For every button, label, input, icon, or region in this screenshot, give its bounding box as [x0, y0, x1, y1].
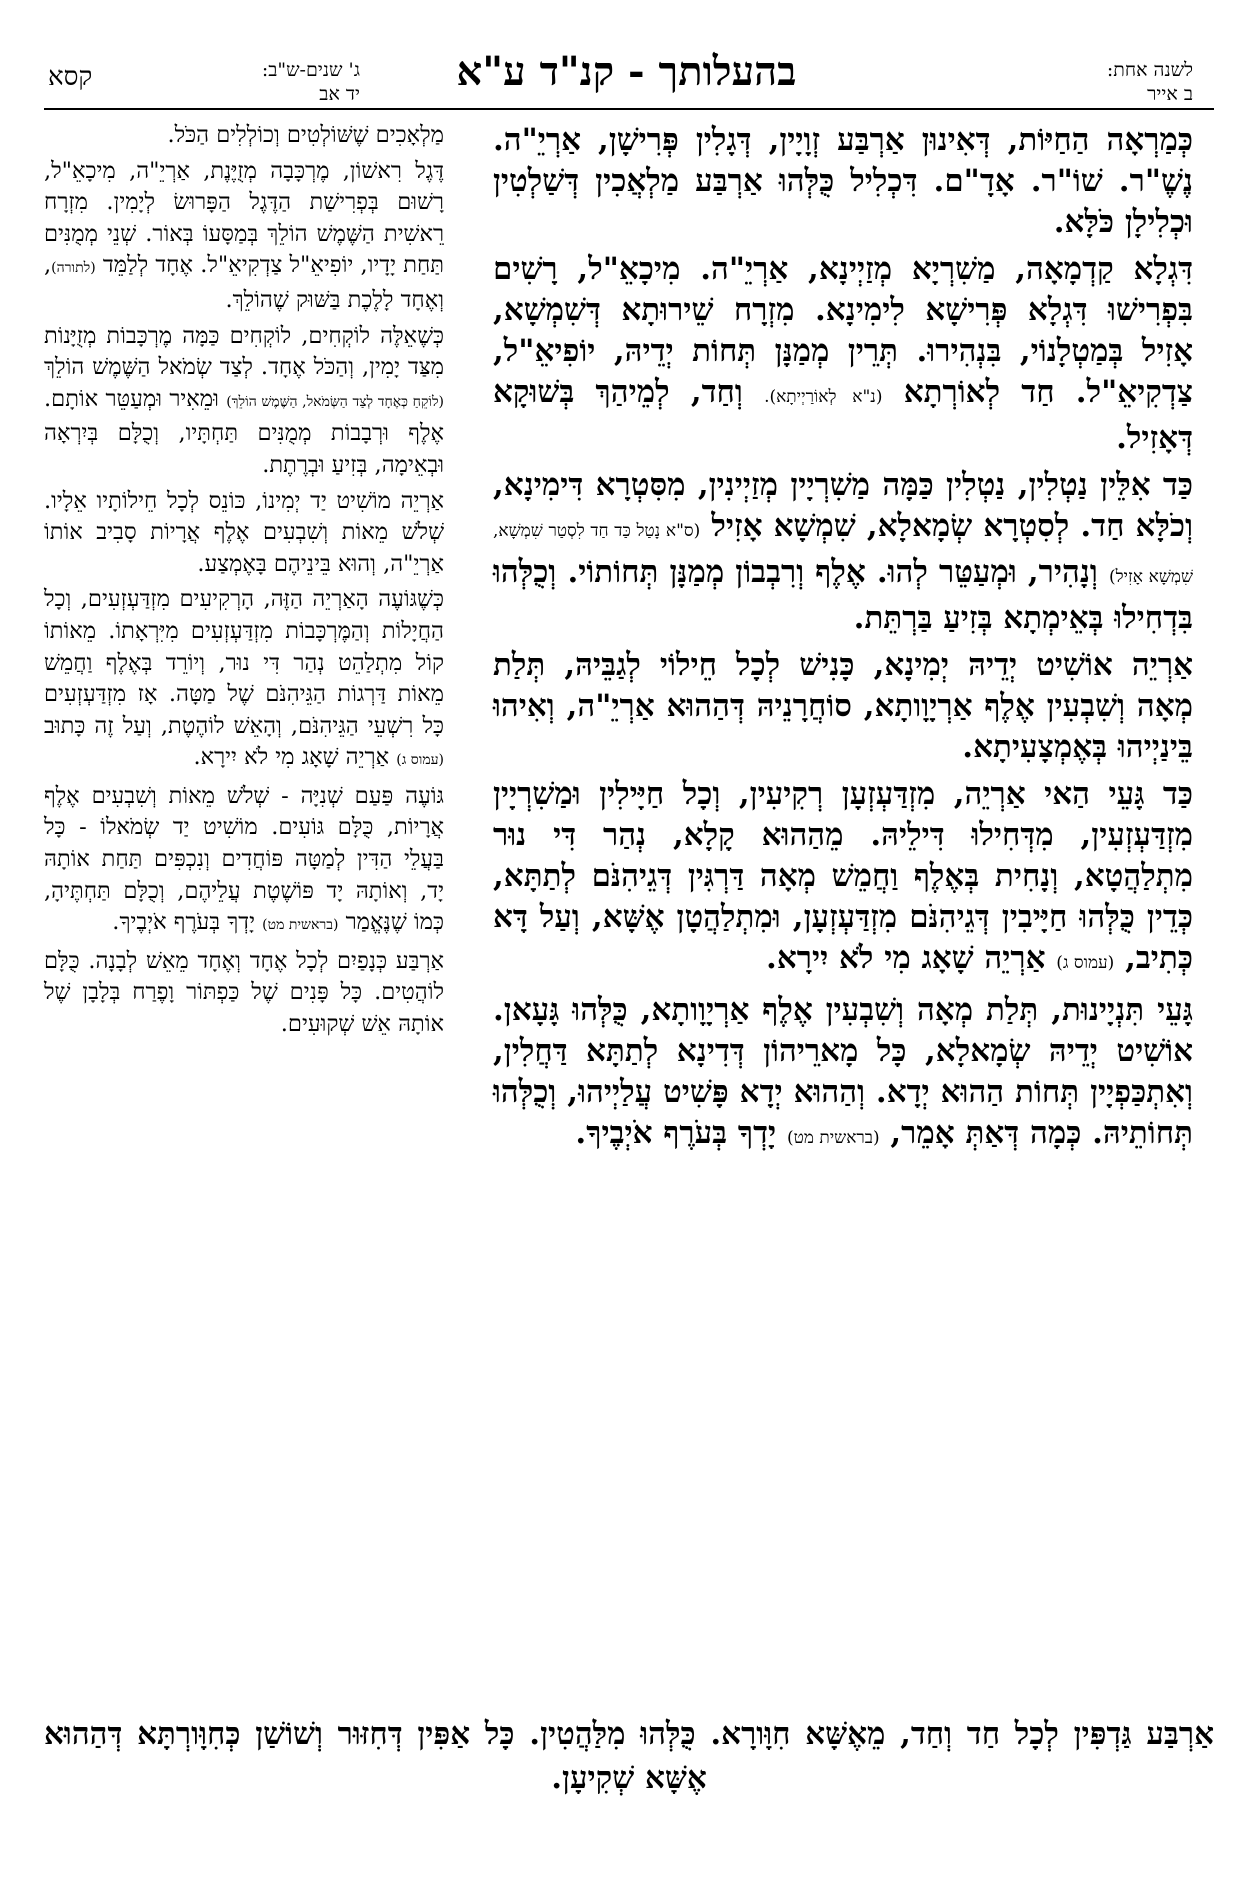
translation-text: , וְאֶחָד לָלֶכֶת בַּשּׁוּק שֶׁהוֹלֵךְ. [44, 252, 444, 313]
translation-paragraph: אַרְבַּע כְּנָפַיִם לְכָל אֶחָד וְאֶחָד מֵאֵשׁ לְבָנָה. כֻּלָּם לוֹהֲטִים. כָּל פָּנִים שֶׁל כַּפְתּוֹר וָפֶרַח בְּלָבָן שֶׁל אוֹתָהּ אֵשׁ שְׁקוּעִים. [44, 947, 444, 1038]
main-text: וְחַד, לְמֵיהַךְ בְּשׁוּקָא דְּאָזִיל. [493, 374, 1193, 456]
translation-paragraph [44, 781, 444, 942]
translation-paragraph [44, 156, 444, 317]
page-number: קסא [48, 62, 93, 92]
translation-text: אַרְיֵה שָׁאָג מִי לֹא יִירָא. [193, 744, 390, 771]
variant-note: (לוֹקֵחַ כְּאֶחָד לְצַד הַשְּׂמֹאל, הַשֶּׁמֶשׁ הוֹלֵךְ) [226, 393, 444, 410]
header-date-three-years: יד אב [319, 83, 360, 105]
translation-paragraph: אַרְיֵה מוֹשִׁיט יַד יְמִינוֹ, כּוֹנֵס לְכָל חֵילוֹתָיו אֵלָיו. שְׁלֹשׁ מֵאוֹת וְשִׁבְעִים אֶלֶף אֲרָיוֹת סָבִיב אוֹתוֹ אַרְיֵ"ה, וְהוּא בֵּינֵיהֶם בָּאֶמְצַע. [44, 487, 444, 577]
verse-reference: (בראשית מט) [262, 917, 339, 934]
translation-text: כְּשֶׁאֵלֶּה לוֹקְחִים, לוֹקְחִים כַּמָּה מֶרְכָּבוֹת מְזֻיָּנוֹת מִצַּד יָמִין, וְהַכֹּל אֶחָד. לְצַד שְׂמֹאל הַשֶּׁמֶשׁ הוֹלֵךְ [44, 322, 444, 381]
variant-note: (ס"א נָטַל כַּד חַד לִסְטַר שִׁמְשָׁא, שִׁמְשָׁא אָזִיל) [493, 521, 1193, 587]
translation-text: כְּשֶׁגּוֹעֶה הָאַרְיֵה הַזֶּה, הָרְקִיעִים מִזְדַּעְזְעִים, וְכָל הַחֲיָלוֹת וְהַמֶּרְכָּבוֹת מִזְדַּעְזְעִים מִיִּרְאָתוֹ. מֵאוֹתוֹ קוֹל מִתְלַהֵט נְהַר דִּי נוּר, וְיוֹרֵד בְּאֶלֶף וַחֲמֵשׁ מֵאוֹת דַּרְגוֹת הַגֵּיהִנֹּם שֶׁל מַטָּה. אָז מִזְדַּעְזְעִים כָּל רִשְׁעֵי הַגֵּיהִנֹּם, וְהָאֵשׁ לוֹהֶטֶת, וְעַל זֶה כָּתוּב [44, 586, 444, 739]
translation-text: דֶּגֶל רִאשׁוֹן, מֶרְכָּבָה מְזֻיֶּנֶת, אַרְיֵ"ה, מִיכָאֵ"ל, רָשׁוּם בְּפְרִישַׁת הַדֶּגֶל הַפָּרוּשׂ לְיָמִין. מִזְרָח רֵאשִׁית הַשֶּׁמֶשׁ הוֹלֵךְ בְּמַסָּעוֹ בְּאוֹר. שְׁנֵי מְמֻנִּים תַּחַת יָדָיו, יוֹפִיאֵ"ל צַדְקִיאֵ"ל. אֶחָד לְלַמֵּד [44, 157, 444, 279]
main-paragraph [493, 249, 1193, 459]
main-text: כַּד אִלֵּין נַטְלִין, נַטְלִין כַּמָּה מַשִׁרְיָין מְזַיְינִין, מִסִּטְרָא דִּימִינָא, וְכֹלָּא חַד. לְסִטְרָא שְׂמָאלָא, שִׁמְשָׁא אָזִיל [493, 467, 1193, 544]
header-left [130, 58, 360, 106]
translation-paragraph: מַלְאָכִים שֶׁשּׁוֹלְטִים וְכוֹלְלִים הַכֹּל. [167, 122, 444, 148]
main-paragraph: כְּמַרְאָה הַחַיּוֹת, דְּאִינוּן אַרְבַּע זְוָיָין, דְּגָלִין פְּרִישָׁן, אַרְיֵ"ה. נֶשֶׁ"ר. שׁוֹ"ר. אָדָ"ם. דִּכְלִיל כֻּלְּהוּ אַרְבַּע מַלְאֲכִין דְּשַׁלְטִין וּכְלִילָן כֹּלָּא. [493, 122, 1193, 240]
verse-reference: (עמוס ג) [1056, 953, 1115, 973]
translation-text: גּוֹעֶה פַּעַם שְׁנִיָּה - שְׁלֹשׁ מֵאוֹת וְשִׁבְעִים אֶלֶף אֲרָיוֹת, כֻּלָּם גּוֹעִים. מוֹשִׁיט יַד שְׂמֹאלוֹ - כָּל בַּעֲלֵי הַדִּין לְמַטָּה פּוֹחֲדִים וְנִכְפִּים תַּחַת אוֹתָהּ יָד, וְאוֹתָהּ יָד פּוֹשֶׁטֶת עֲלֵיהֶם, וְכֻלָּם תַּחְתֶּיהָ, כְּמוֹ שֶׁנֶּאֱמַר [44, 782, 444, 936]
translation-paragraph [44, 584, 444, 777]
main-paragraph [493, 465, 1193, 639]
main-paragraph [493, 990, 1193, 1159]
translation-text: יָדְךָ בְּעֹרֶף אֹיְבֶיךָ. [112, 909, 256, 936]
translation-column [44, 120, 444, 1045]
translation-text: וּמֵאִיר וּמְעַטֵּר אוֹתָם. אֶלֶף וּרְבָבוֹת מְמֻנִּים תַּחְתָּיו, וְכֻלָּם בְּיִרְאָה וּבְאֵימָה, בְּזִיעַ וּבְרֶתֶת. [44, 385, 444, 478]
main-text: דִּגְלָא קַדְמָאָה, מַשִׁרְיָא מְזַיְינָא, אַרְיֵ"ה. מִיכָאֵ"ל, רָשִׁים בִּפְרִישׁוּ דִּגְלָא פְּרִישָׁא לִימִינָא. מִזְרָח שֵׁירוּתָא דְּשִׁמְשָׁא, אָזִיל בְּמַטְלָנוֹי, בִּנְהִירוּ. תְּרֵין מְמַנָּן תְּחוֹת יְדֵיהּ, יוֹפִיאֵ"ל, צַדְקִיאֵ"ל. חַד לְאוֹרְתָא [493, 251, 1194, 410]
header-right [1033, 58, 1193, 106]
verse-reference: (בראשית מט) [786, 1128, 880, 1148]
main-paragraph: אַרְיֵה אוֹשִׁיט יְדֵיהּ יְמִינָא, כָּנִישׁ לְכָל חֵילוֹי לְגַבֵּיהּ, תְּלַת מְאָה וְשִׁבְעִין אֶלֶף אַרְיָוָותָא, סוֹחֲרָנֵיהּ דְּהַהוּא אַרְיֵ"ה, וְאִיהוּ בֵּינַיְיהוּ בְּאֶמְצָעִיתָא. [493, 647, 1193, 765]
main-text: כַּד גָּעֵי הַאי אַרְיֵה, מִזְדַּעְזְעָן רְקִיעִין, וְכָל חַיָּילִין וּמַשִׁרְיָין מִזְדַּעְזְעִין, מִדְּחִילוּ דִּילֵיהּ. מֵהַהוּא קָלָא, נְהַר דִּי נוּר מִתְלַהֲטָא, וְנָחִית בְּאֶלֶף וַחֲמֵשׁ מְאָה דַּרְגִּין דְּגֵיהִנֹּם לְתַתָּא, כְּדֵין כֻּלְּהוּ חַיָּיבִין דְּגֵיהִנֹּם מִזְדַּעְזְעָן, וּמִתְלַהֲטָן אֶשָּׁא, וְעַל דָּא כְּתִיב, [493, 776, 1193, 976]
main-paragraph [493, 774, 1193, 984]
header-divider [44, 108, 1214, 110]
main-text: אַרְיֵה שָׁאָג מִי לֹא יִירָא. [766, 940, 1046, 976]
main-text-column [493, 120, 1193, 1165]
header-cycle-one-year: לשנה אחת: [1106, 59, 1193, 81]
variant-note: (לתורה) [51, 260, 96, 277]
verse-reference: (עמוס ג) [396, 752, 444, 769]
translation-paragraph [44, 321, 444, 482]
main-paragraph: אַרְבַּע גַּדְפִּין לְכָל חַד וְחַד, מֵאֶשָּׁא חִוָּורָא. כֻּלְּהוּ מִלַּהֲטִין. כָּל אַפִּין דְּחִזּוּר וְשׁוֹשַׁן כְּחִוָּורְתָּא דְּהַהוּא אֶשָּׁא שְׁקִיעָן. [44, 1716, 1214, 1796]
page-title: בהעלותך - קנ"ד ע"א [456, 48, 797, 95]
header-cycle-three-years: ג' שנים-ש"ב: [261, 59, 360, 81]
main-text: גָּעֵי תִּנְיָינוּת, תְּלַת מְאָה וְשִׁבְעִין אֶלֶף אַרְיָוָותָא, כֻּלְּהוּ גָּעָאן. אוֹשִׁיט יְדֵיהּ שְׂמָאלָא, כָּל מָארֵיהוֹן דְּדִינָא לְתַתָּא דַּחֲלִין, וְאִתְכַּפְיָין תְּחוֹת הַהוּא יְדָא. וְהַהוּא יְדָא פָּשִׁיט עֲלַיְיהוּ, וְכֻלְּהוּ תְּחוֹתֵיהּ. כְּמָה דְּאַתְּ אָמֵר, [493, 992, 1193, 1151]
bottom-main-text [44, 1712, 1214, 1800]
header-date-one-year: ב אייר [1147, 83, 1193, 105]
main-text: יָדְךָ בְּעֹרֶף אֹיְבֶיךָ. [575, 1115, 777, 1151]
variant-note: (נ"א לְאוֹרַיְיתָא). [764, 387, 883, 407]
main-text: וְנָהִיר, וּמְעַטֵּר לְהוּ. אֶלֶף וְרִבְבוֹן מְמַנָּן תְּחוֹתוֹי. וְכֻלְּהוּ בִּדְחִילוּ בְּאֵימְתָא בְּזִיעַ בַּרְתֵּת. [493, 554, 1193, 636]
